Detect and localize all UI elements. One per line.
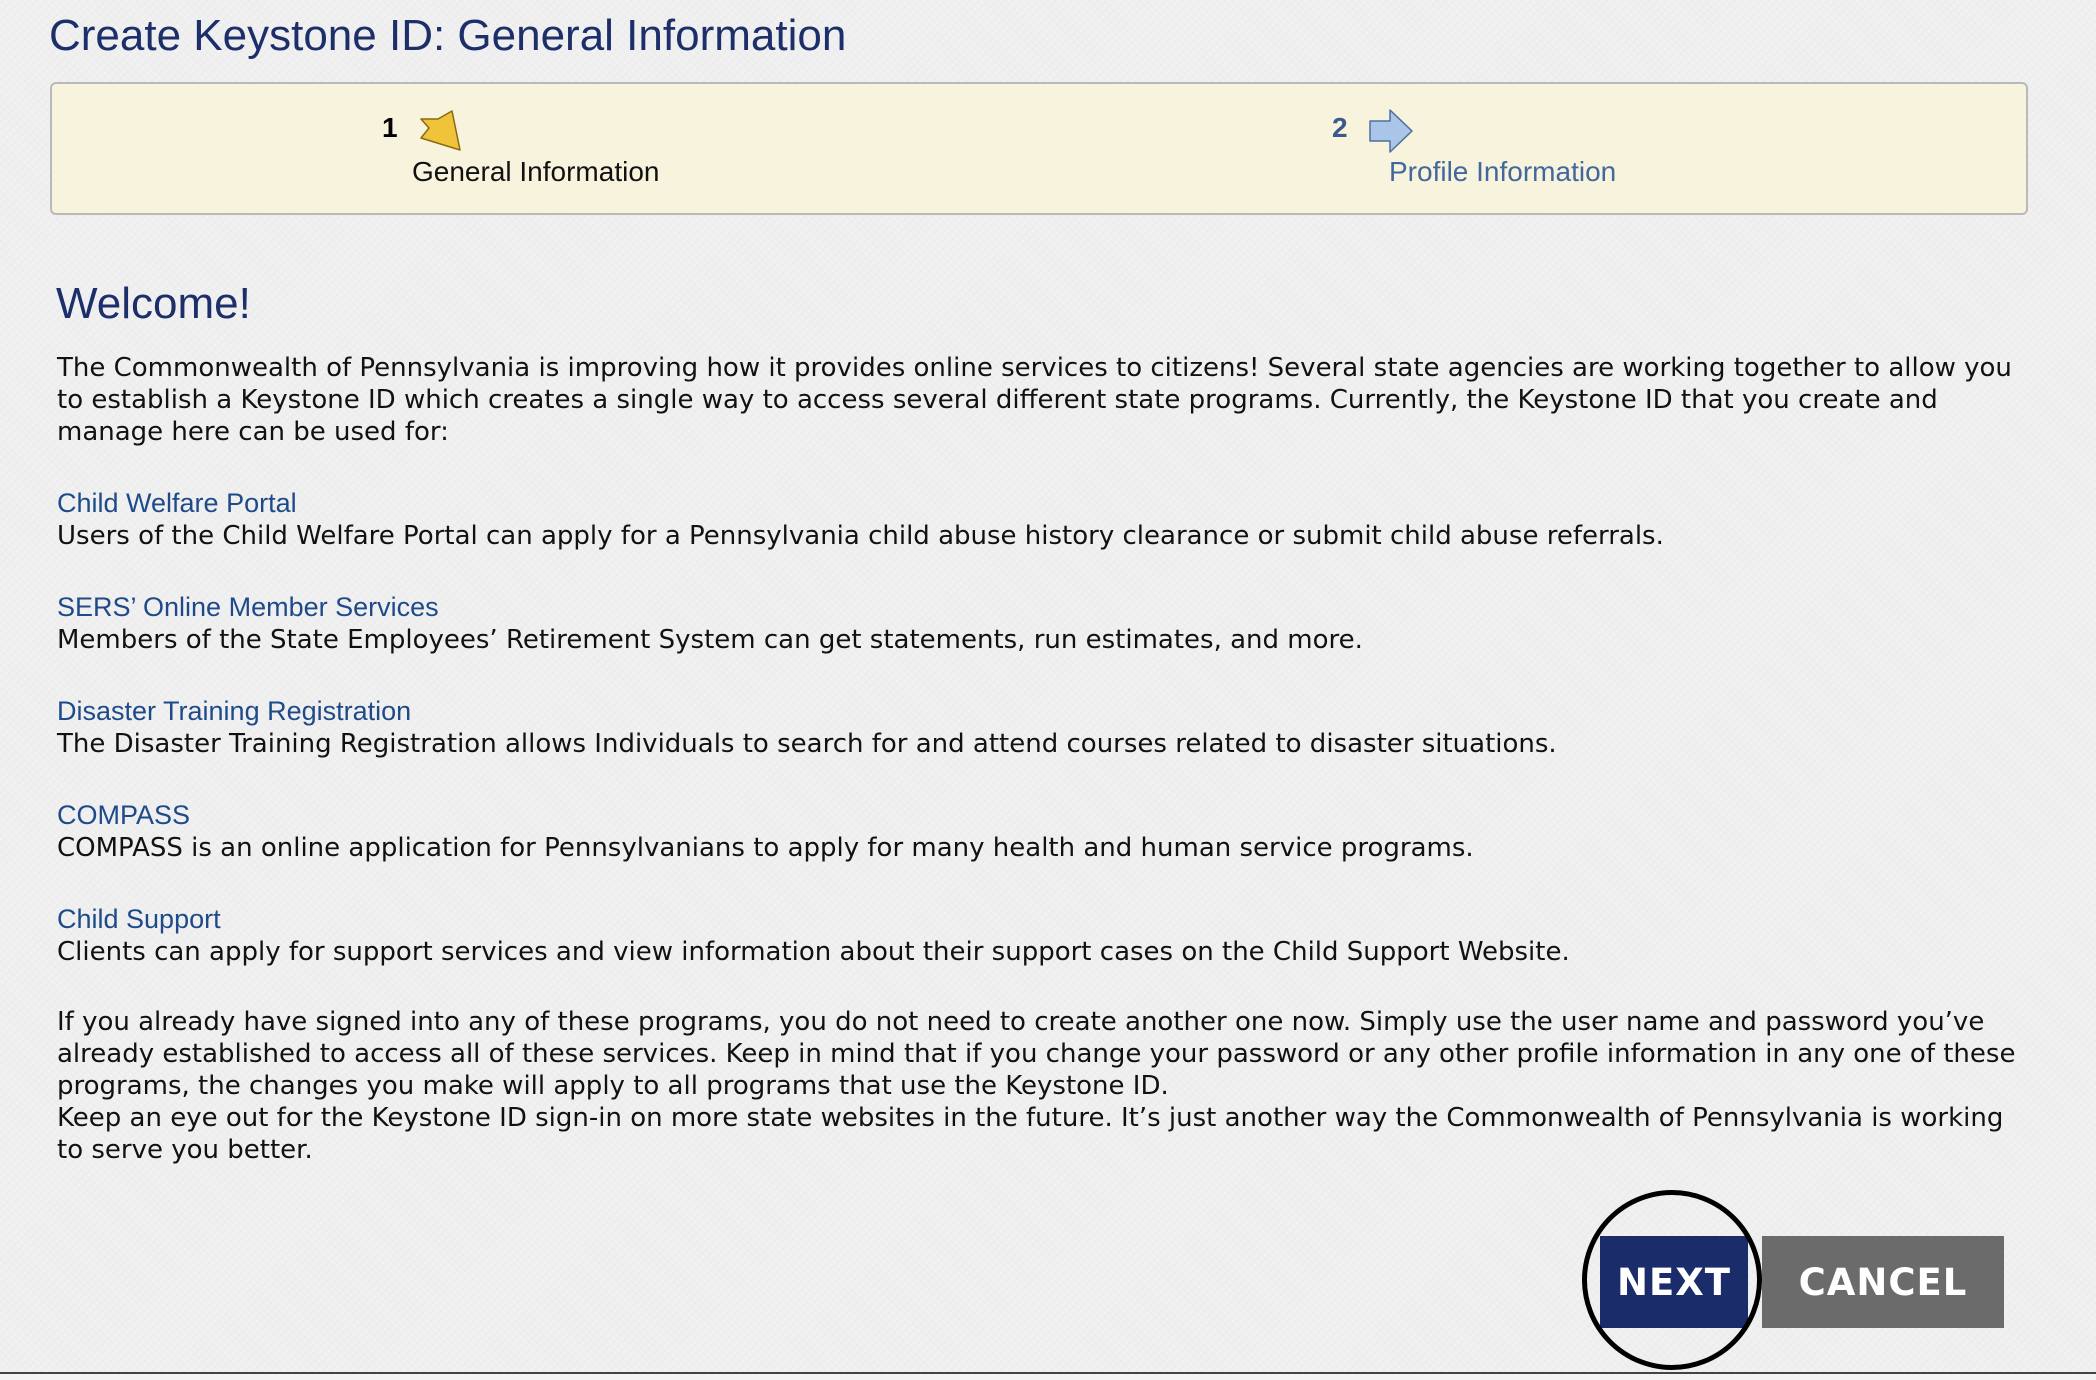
browser-status-bar <box>0 1372 2096 1380</box>
program-item <box>57 694 2037 760</box>
program-item <box>57 902 2037 968</box>
program-description: Members of the State Employees’ Retirement System can get statements, run estimates, and more. <box>57 625 1363 655</box>
next-button[interactable]: NEXT <box>1600 1236 1748 1328</box>
intro-paragraph: The Commonwealth of Pennsylvania is improving how it provides online services to citizens! Several state agencies are working together to allow you to establish a Keystone ID which creates a single way to access several different state programs. Currently, the Keystone ID that you create and manage here can be used for: <box>57 353 2012 447</box>
step-number: 2 <box>1332 112 1348 143</box>
program-item <box>57 486 2037 552</box>
page-title: Create Keystone ID: General Information <box>49 11 847 60</box>
child-support-link[interactable]: Child Support <box>57 904 221 934</box>
welcome-heading: Welcome! <box>56 279 251 328</box>
closing-text <box>57 1006 2037 1166</box>
program-description: COMPASS is an online application for Pennsylvanians to apply for many health and human service programs. <box>57 833 1474 863</box>
program-description: Users of the Child Welfare Portal can apply for a Pennsylvania child abuse history clearance or submit child abuse referrals. <box>57 521 1664 551</box>
program-description: The Disaster Training Registration allows Individuals to search for and attend courses related to disaster situations. <box>57 729 1557 759</box>
arrow-down-right-icon <box>418 108 464 154</box>
cancel-button[interactable]: CANCEL <box>1762 1236 2004 1328</box>
disaster-training-registration-link[interactable]: Disaster Training Registration <box>57 696 412 726</box>
main-content <box>57 352 2037 1166</box>
program-description: Clients can apply for support services and view information about their support cases on the Child Support Website. <box>57 937 1570 967</box>
compass-link[interactable]: COMPASS <box>57 800 191 830</box>
step-number: 1 <box>382 112 398 143</box>
program-item <box>57 798 2037 864</box>
child-welfare-portal-link[interactable]: Child Welfare Portal <box>57 488 297 518</box>
sers-online-member-services-link[interactable]: SERS’ Online Member Services <box>57 592 439 622</box>
arrow-right-icon <box>1368 108 1414 154</box>
step-label: Profile Information <box>1389 156 1617 187</box>
wizard-stepper <box>50 82 2028 215</box>
closing-paragraph: If you already have signed into any of these programs, you do not need to create another one now. Simply use the user name and password you’ve already established to access all of these services. Keep in mind that if you change your password or any other profile information in any one of these programs, the changes you make will apply to all programs that use the Keystone ID. <box>57 1007 2016 1101</box>
program-item <box>57 590 2037 656</box>
step-label: General Information <box>412 156 660 187</box>
closing-paragraph: Keep an eye out for the Keystone ID sign-in on more state websites in the future. It’s just another way the Commonwealth of Pennsylvania is working to serve you better. <box>57 1103 2004 1165</box>
